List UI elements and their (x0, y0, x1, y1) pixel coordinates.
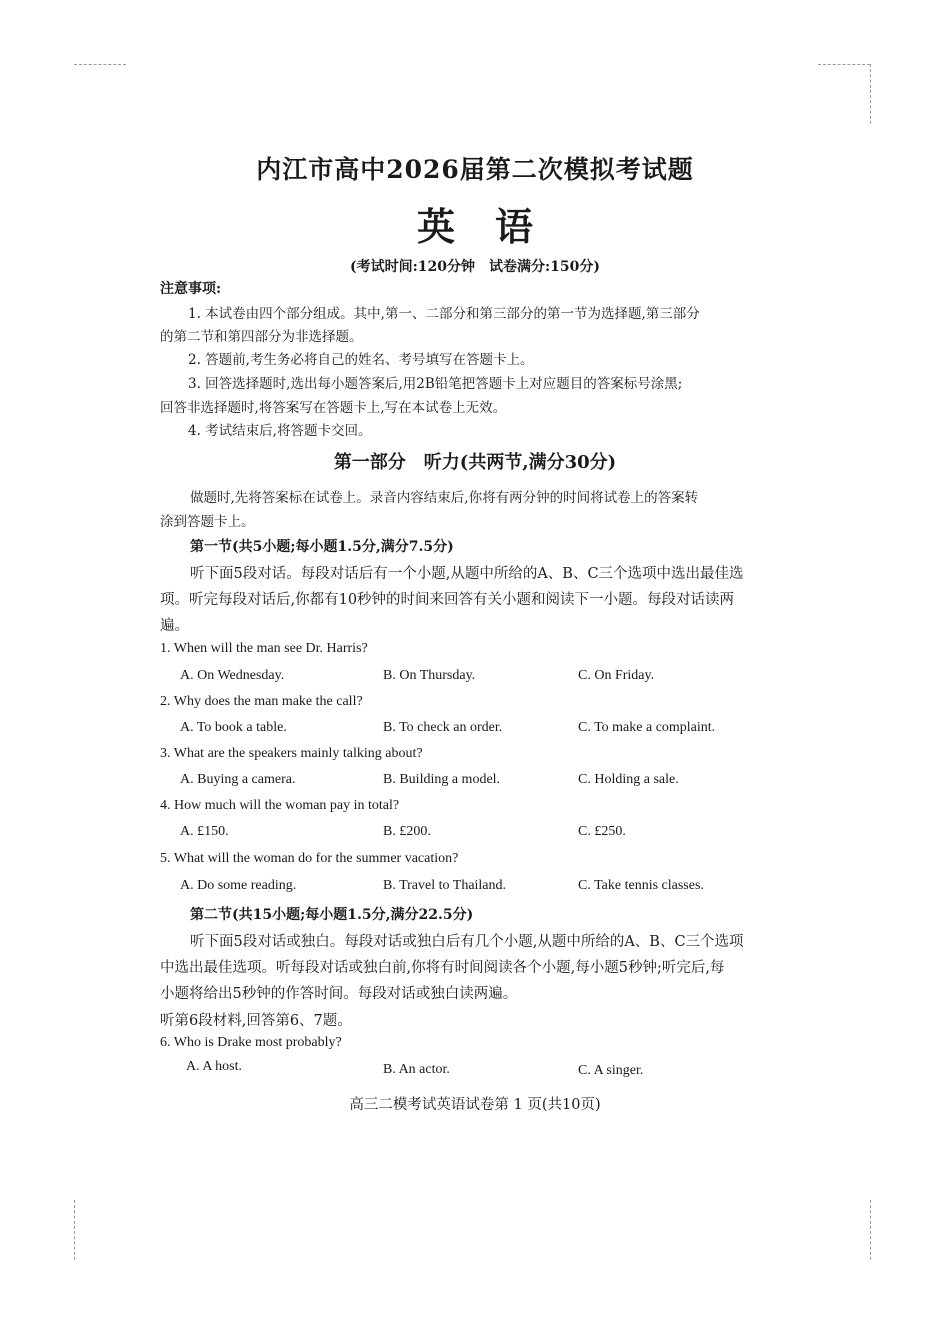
option-c: C. Take tennis classes. (578, 878, 704, 893)
section1-instruction: 遍。 (160, 618, 189, 634)
notice-line: 回答非选择题时,将答案写在答题卡上,写在本试卷上无效。 (160, 400, 507, 416)
part1-heading: 第一部分 听力(共两节,满分30分) (333, 452, 617, 473)
option-c: C. £250. (578, 824, 626, 839)
option-b: B. To check an order. (383, 720, 503, 735)
exam-time-info: (考试时间:120分钟 试卷满分:150分) (349, 259, 601, 275)
question-stem: 1. When will the man see Dr. Harris? (160, 641, 368, 656)
option-a: A. On Wednesday. (180, 668, 285, 683)
notice-heading: 注意事项: (160, 281, 222, 297)
crop-mark-bottom-right (870, 1200, 871, 1260)
crop-mark-top-left (74, 64, 126, 65)
notice-line: 2. 答题前,考生务必将自己的姓名、考号填写在答题卡上。 (188, 352, 534, 368)
subject-title: 英语 (416, 204, 573, 249)
crop-mark-top-right-vertical (870, 64, 871, 124)
option-b: B. On Thursday. (383, 668, 476, 683)
option-a: A. Do some reading. (180, 878, 297, 893)
option-a: A. To book a table. (180, 720, 287, 735)
section2-heading: 第二节(共15小题;每小题1.5分,满分22.5分) (190, 907, 474, 923)
section1-heading: 第一节(共5小题;每小题1.5分,满分7.5分) (190, 539, 454, 555)
page-footer: 高三二模考试英语试卷第 1 页(共10页) (349, 1097, 601, 1113)
section1-instruction: 听下面5段对话。每段对话后有一个小题,从题中所给的A、B、C三个选项中选出最佳选 (190, 566, 744, 582)
notice-line: 1. 本试卷由四个部分组成。其中,第一、二部分和第三部分的第一节为选择题,第三部分 (188, 306, 700, 322)
notice-line: 4. 考试结束后,将答题卡交回。 (188, 423, 372, 439)
exam-title: 内江市高中2026届第二次模拟考试题 (256, 155, 694, 184)
crop-mark-bottom-left (74, 1200, 75, 1260)
option-b: B. An actor. (383, 1062, 450, 1077)
question-stem: 4. How much will the woman pay in total? (160, 798, 400, 813)
option-a: A. Buying a camera. (180, 772, 296, 787)
option-a: A. A host. (186, 1059, 243, 1074)
crop-mark-top-right (818, 64, 870, 65)
option-a: A. £150. (180, 824, 229, 839)
section2-instruction: 小题将给出5秒钟的作答时间。每段对话或独白读两遍。 (160, 986, 518, 1002)
question-stem: 3. What are the speakers mainly talking about? (160, 746, 423, 761)
option-b: B. Building a model. (383, 772, 501, 787)
section2-instruction: 听下面5段对话或独白。每段对话或独白后有几个小题,从题中所给的A、B、C三个选项 (190, 934, 744, 950)
notice-line: 的第二节和第四部分为非选择题。 (160, 329, 363, 345)
option-b: B. Travel to Thailand. (383, 878, 507, 893)
option-b: B. £200. (383, 824, 431, 839)
part1-intro-line: 涂到答题卡上。 (160, 514, 255, 530)
option-c: C. On Friday. (578, 668, 655, 683)
option-c: C. To make a complaint. (578, 720, 716, 735)
question-stem: 5. What will the woman do for the summer vacation? (160, 851, 459, 866)
section2-material: 听第6段材料,回答第6、7题。 (160, 1013, 352, 1029)
option-c: C. A singer. (578, 1063, 644, 1078)
question-stem: 6. Who is Drake most probably? (160, 1035, 342, 1050)
notice-line: 3. 回答选择题时,选出每小题答案后,用2B铅笔把答题卡上对应题目的答案标号涂黑; (188, 376, 683, 392)
option-c: C. Holding a sale. (578, 772, 679, 787)
section2-instruction: 中选出最佳选项。听每段对话或独白前,你将有时间阅读各个小题,每小题5秒钟;听完后,每 (160, 960, 725, 976)
section1-instruction: 项。听完每段对话后,你都有10秒钟的时间来回答有关小题和阅读下一小题。每段对话读两 (160, 592, 735, 608)
question-stem: 2. Why does the man make the call? (160, 694, 363, 709)
part1-intro-line: 做题时,先将答案标在试卷上。录音内容结束后,你将有两分钟的时间将试卷上的答案转 (190, 490, 699, 506)
